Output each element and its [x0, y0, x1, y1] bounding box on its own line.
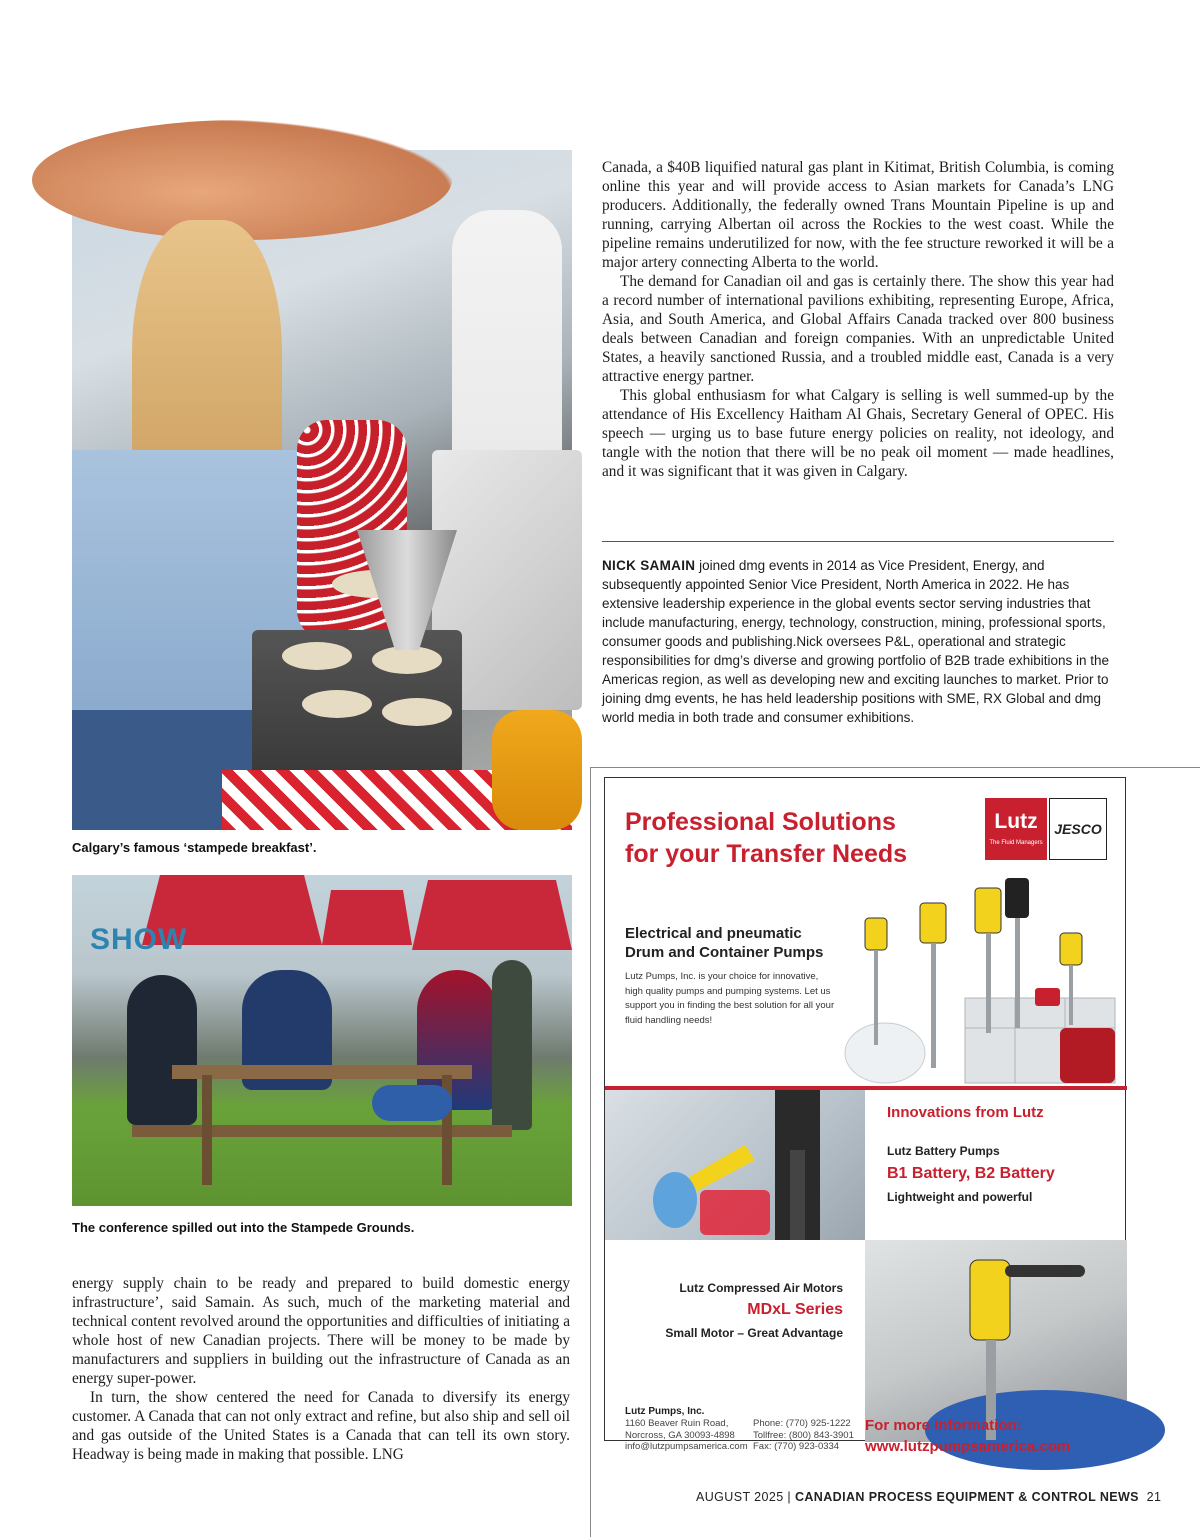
air-motors-tagline: Small Motor – Great Advantage — [665, 1326, 843, 1340]
battery-pumps-label: Lutz Battery Pumps — [887, 1144, 1000, 1158]
publication-name: CANADIAN PROCESS EQUIPMENT & CONTROL NEWS — [794, 1490, 1139, 1504]
paragraph: This global enthusiasm for what Calgary is selling is well summed-up by the attendance of His Excellency Haitham Al Ghais, Secretary General of OPEC. His speech — urging us to base future energy policies on reality, not ideology, and tangle with the notion that there will be no peak oil moment — made headlines, and it was significant that it was given in Calgary. — [602, 387, 1114, 480]
company-name: Lutz Pumps, Inc. — [625, 1406, 705, 1417]
paragraph: The demand for Canadian oil and gas is certainly there. The show this year had a record number of international pavilions exhibiting, representing Europe, Africa, Asia, and South America, and Global Affairs Canada tracked over 800 business deals between Canadian and foreign companies. With an unpredictable United States, a heavily sanctioned Russia, and a troubled middle east, Canada is a very attractive energy partner. — [602, 273, 1114, 385]
jesco-logo: JESCO — [1049, 798, 1107, 860]
ad-blurb: Lutz Pumps, Inc. is your choice for innovative, high quality pumps and pumping systems. Let us support you in finding the best solution for all your fluid handling needs! — [625, 971, 835, 1026]
battery-pump-photo — [605, 1090, 865, 1240]
footer-separator: | — [787, 1490, 792, 1504]
fax-line: Fax: (770) 923-0334 — [753, 1441, 840, 1452]
author-name: NICK SAMAIN — [602, 558, 696, 573]
air-motors-label: Lutz Compressed Air Motors — [679, 1281, 843, 1295]
show-sign: SHOW — [90, 923, 188, 956]
ad-headline — [625, 806, 907, 870]
lutz-logo-tagline: The Fluid Managers — [989, 840, 1043, 846]
author-bio — [602, 556, 1114, 727]
lutz-logo-text: Lutz — [994, 810, 1038, 833]
more-info — [865, 1415, 1070, 1457]
ad-subheading — [625, 924, 823, 962]
lutz-advertisement — [604, 777, 1126, 1455]
paragraph: Canada, a $40B liquified natural gas plant in Kitimat, British Columbia, is coming online this year and will provide access to Asian markets for Canada’s LNG producers. Additionally, the federally owned Trans Mountain Pipeline is up and running, carrying Albertan oil across the Rockies to the west coast. While the pipeline remains underutilized for now, with the fee structure reworked it will be a major artery connecting Alberta to the world. — [602, 159, 1114, 271]
photo1-caption: Calgary’s famous ‘stampede breakfast’. — [72, 840, 317, 855]
air-motors-name: MDxL Series — [747, 1301, 843, 1318]
ad-subheading-line: Electrical and pneumatic — [625, 925, 802, 942]
divider — [602, 541, 1114, 542]
battery-pumps-name: B1 Battery, B2 Battery — [887, 1165, 1055, 1182]
phone-line: Tollfree: (800) 843-3901 — [753, 1429, 854, 1441]
more-info-label: For more information: — [865, 1417, 1022, 1434]
stampede-breakfast-photo — [72, 150, 572, 828]
paragraph: In turn, the show centered the need for Canada to diversify its energy customer. A Canada that can not only extract and refine, but also ship and sell oil and gas outside of the United States is a Canada that can tell its own story. Headway is being made in making that possible. LNG — [72, 1389, 570, 1463]
innovations-heading: Innovations from Lutz — [887, 1104, 1044, 1121]
page-footer — [696, 1490, 1161, 1504]
address-line: 1160 Beaver Ruin Road, — [625, 1418, 729, 1429]
website-link[interactable]: www.lutzpumpsamerica.com — [865, 1438, 1071, 1455]
author-bio-text: joined dmg events in 2014 as Vice President, Energy, and subsequently appointed Senior Vice President, North America in 2022. He has extensive leadership experience in the global events sector serving industries that include manufacturing, energy, technology, construction, mining, professional sports, consumer goods and publishing.Nick oversees P&L, operational and strategic responsibilities for dmg’s diverse and growing portfolio of B2B trade exhibitions in the Americas region, as well as developing new and exciting launches to market. Prior to joining dmg events, he has held leadership positions with SME, RX Global and dmg world media in both trade and consumer exhibitions. — [602, 558, 1110, 725]
lutz-logo — [985, 798, 1047, 860]
email-line: info@lutzpumpsamerica.com — [625, 1441, 748, 1452]
address-line: Norcross, GA 30093-4898 — [625, 1429, 735, 1441]
company-address — [625, 1418, 748, 1453]
ad-subheading-line: Drum and Container Pumps — [625, 944, 824, 961]
right-column-text — [602, 158, 1114, 481]
left-column-text — [72, 1274, 570, 1464]
ad-headline-line: Professional Solutions — [625, 808, 896, 836]
air-motor-photo — [865, 1240, 1127, 1442]
drum-pumps-illustration — [845, 878, 1115, 1083]
ad-headline-line: for your Transfer Needs — [625, 840, 908, 868]
photo2-caption: The conference spilled out into the Stampede Grounds. — [72, 1220, 415, 1235]
battery-pumps-tagline: Lightweight and powerful — [887, 1190, 1033, 1204]
stampede-grounds-photo — [72, 875, 572, 1206]
paragraph: energy supply chain to be ready and prepared to build domestic energy infrastructure’, said Samain. As such, much of the marketing material and technical content revolved around the opportunities and difficulties of initiating a whole host of new Canadian projects. There will be money to be made by manufacturers and suppliers in building out the infrastructure of Canada as an energy super-power. — [72, 1275, 570, 1387]
phone-line: Phone: (770) 925-1222 — [753, 1418, 851, 1429]
company-phones — [753, 1418, 854, 1453]
issue-date: AUGUST 2025 — [696, 1490, 784, 1504]
page-number: 21 — [1146, 1490, 1162, 1504]
